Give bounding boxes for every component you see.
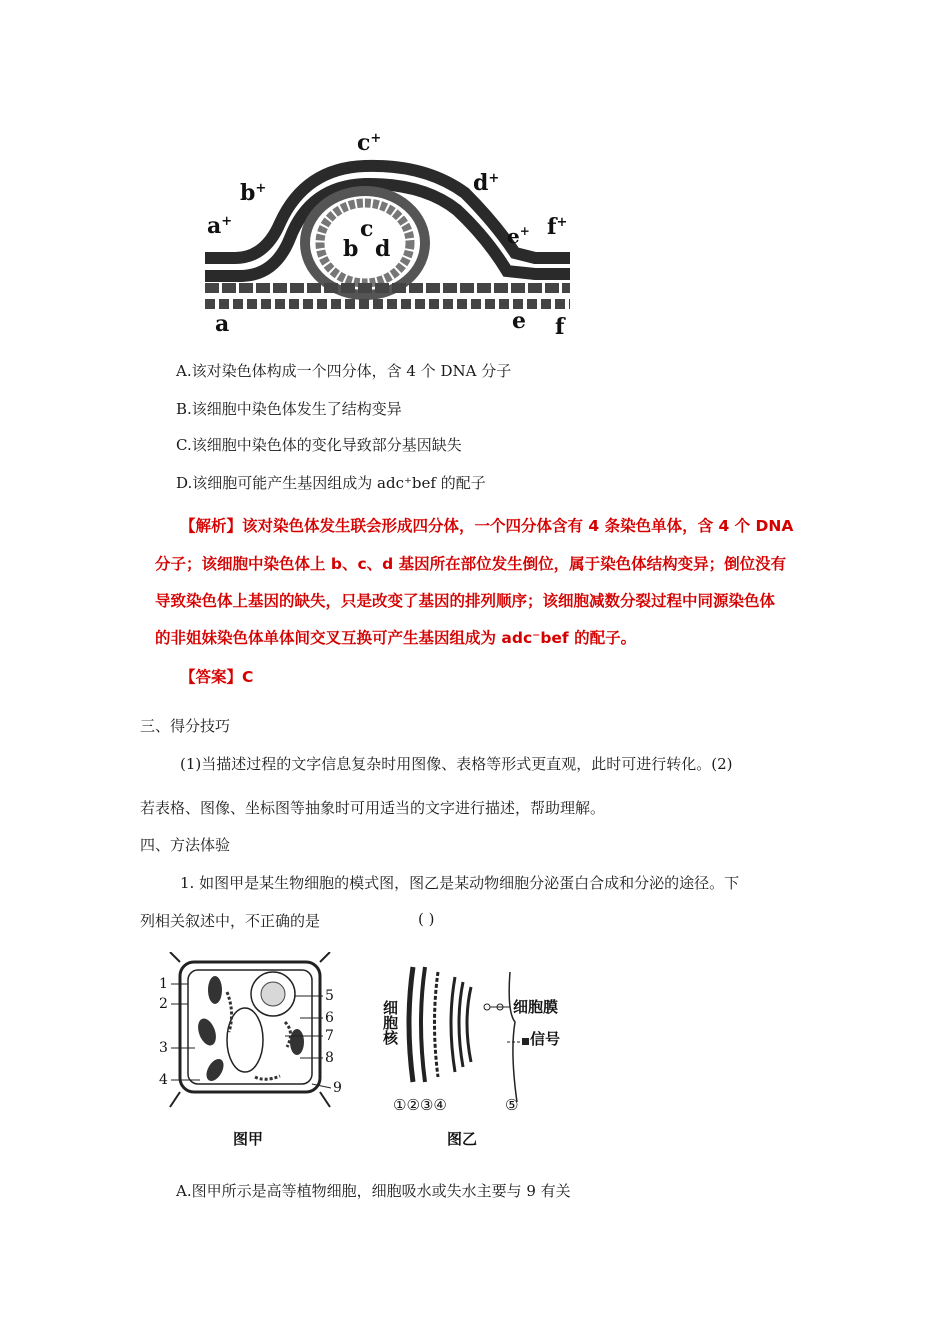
svg-text:⑤: ⑤ bbox=[505, 1096, 519, 1114]
section3-para-2: 若表格、图像、坐标图等抽象时可用适当的文字进行描述，帮助理解。 bbox=[140, 799, 606, 817]
option-next-a: A.图甲所示是高等植物细胞，细胞吸水或失水主要与 9 有关 bbox=[176, 1182, 571, 1200]
caption-yi: 图乙 bbox=[447, 1130, 478, 1148]
label-inner-b: b bbox=[343, 236, 359, 262]
label-f-plus: f+ bbox=[547, 214, 568, 240]
question-1-line-2: 列相关叙述中，不正确的是 bbox=[140, 912, 321, 930]
svg-text:6: 6 bbox=[325, 1010, 334, 1026]
cell-figure bbox=[155, 952, 595, 1152]
chromosome-figure bbox=[195, 128, 615, 338]
label-e: e bbox=[512, 308, 526, 334]
option-d: D.该细胞可能产生基因组成为 adc⁺bef 的配子 bbox=[176, 474, 486, 492]
label-e-plus: e+ bbox=[507, 224, 530, 248]
svg-text:7: 7 bbox=[325, 1028, 334, 1044]
label-membrane: 细胞膜 bbox=[513, 998, 559, 1016]
svg-text:①②③④: ①②③④ bbox=[393, 1096, 447, 1114]
section3-heading: 三、得分技巧 bbox=[140, 717, 231, 735]
label-b-plus: b+ bbox=[240, 180, 267, 206]
label-a-plus: a+ bbox=[207, 213, 233, 239]
answer-line: 【答案】C bbox=[180, 668, 254, 686]
svg-text:4: 4 bbox=[159, 1072, 168, 1088]
label-d-plus: d+ bbox=[473, 170, 500, 196]
label-c-plus: c+ bbox=[357, 130, 382, 156]
option-c: C.该细胞中染色体的变化导致部分基因缺失 bbox=[176, 436, 462, 454]
label-nucleus: 细胞核 bbox=[381, 1000, 399, 1045]
svg-text:9: 9 bbox=[333, 1080, 342, 1096]
svg-text:3: 3 bbox=[159, 1040, 168, 1056]
section4-heading: 四、方法体验 bbox=[140, 836, 231, 854]
analysis-line-4: 的非姐妹染色体单体间交叉互换可产生基因组成为 adc⁻bef 的配子。 bbox=[155, 629, 637, 647]
analysis-line-2: 分子；该细胞中染色体上 b、c、d 基因所在部位发生倒位，属于染色体结构变异；倒位没有 bbox=[155, 555, 787, 573]
question-1-line-1: 1. 如图甲是某生物细胞的模式图，图乙是某动物细胞分泌蛋白合成和分泌的途径。下 bbox=[180, 874, 740, 892]
svg-text:5: 5 bbox=[325, 988, 334, 1004]
option-b: B.该细胞中染色体发生了结构变异 bbox=[176, 400, 402, 418]
label-signal: 信号 bbox=[530, 1030, 561, 1048]
section3-para-1: (1)当描述过程的文字信息复杂时用图像、表格等形式更直观，此时可进行转化。(2) bbox=[180, 755, 733, 773]
svg-text:1: 1 bbox=[159, 976, 168, 992]
label-inner-d: d bbox=[375, 236, 391, 262]
label-f: f bbox=[555, 314, 565, 338]
analysis-line-3: 导致染色体上基因的缺失，只是改变了基因的排列顺序；该细胞减数分裂过程中同源染色体 bbox=[155, 592, 776, 610]
svg-text:8: 8 bbox=[325, 1050, 334, 1066]
svg-text:2: 2 bbox=[159, 996, 168, 1012]
label-inner-c: c bbox=[360, 216, 374, 242]
option-a: A.该对染色体构成一个四分体，含 4 个 DNA 分子 bbox=[176, 362, 512, 380]
question-1-bracket: ( ) bbox=[418, 910, 435, 928]
analysis-line-1: 【解析】该对染色体发生联会形成四分体，一个四分体含有 4 条染色单体，含 4 个 DNA bbox=[180, 517, 794, 535]
caption-jia: 图甲 bbox=[233, 1130, 264, 1148]
label-a: a bbox=[215, 311, 230, 337]
inversion-loop-inner bbox=[320, 203, 410, 283]
